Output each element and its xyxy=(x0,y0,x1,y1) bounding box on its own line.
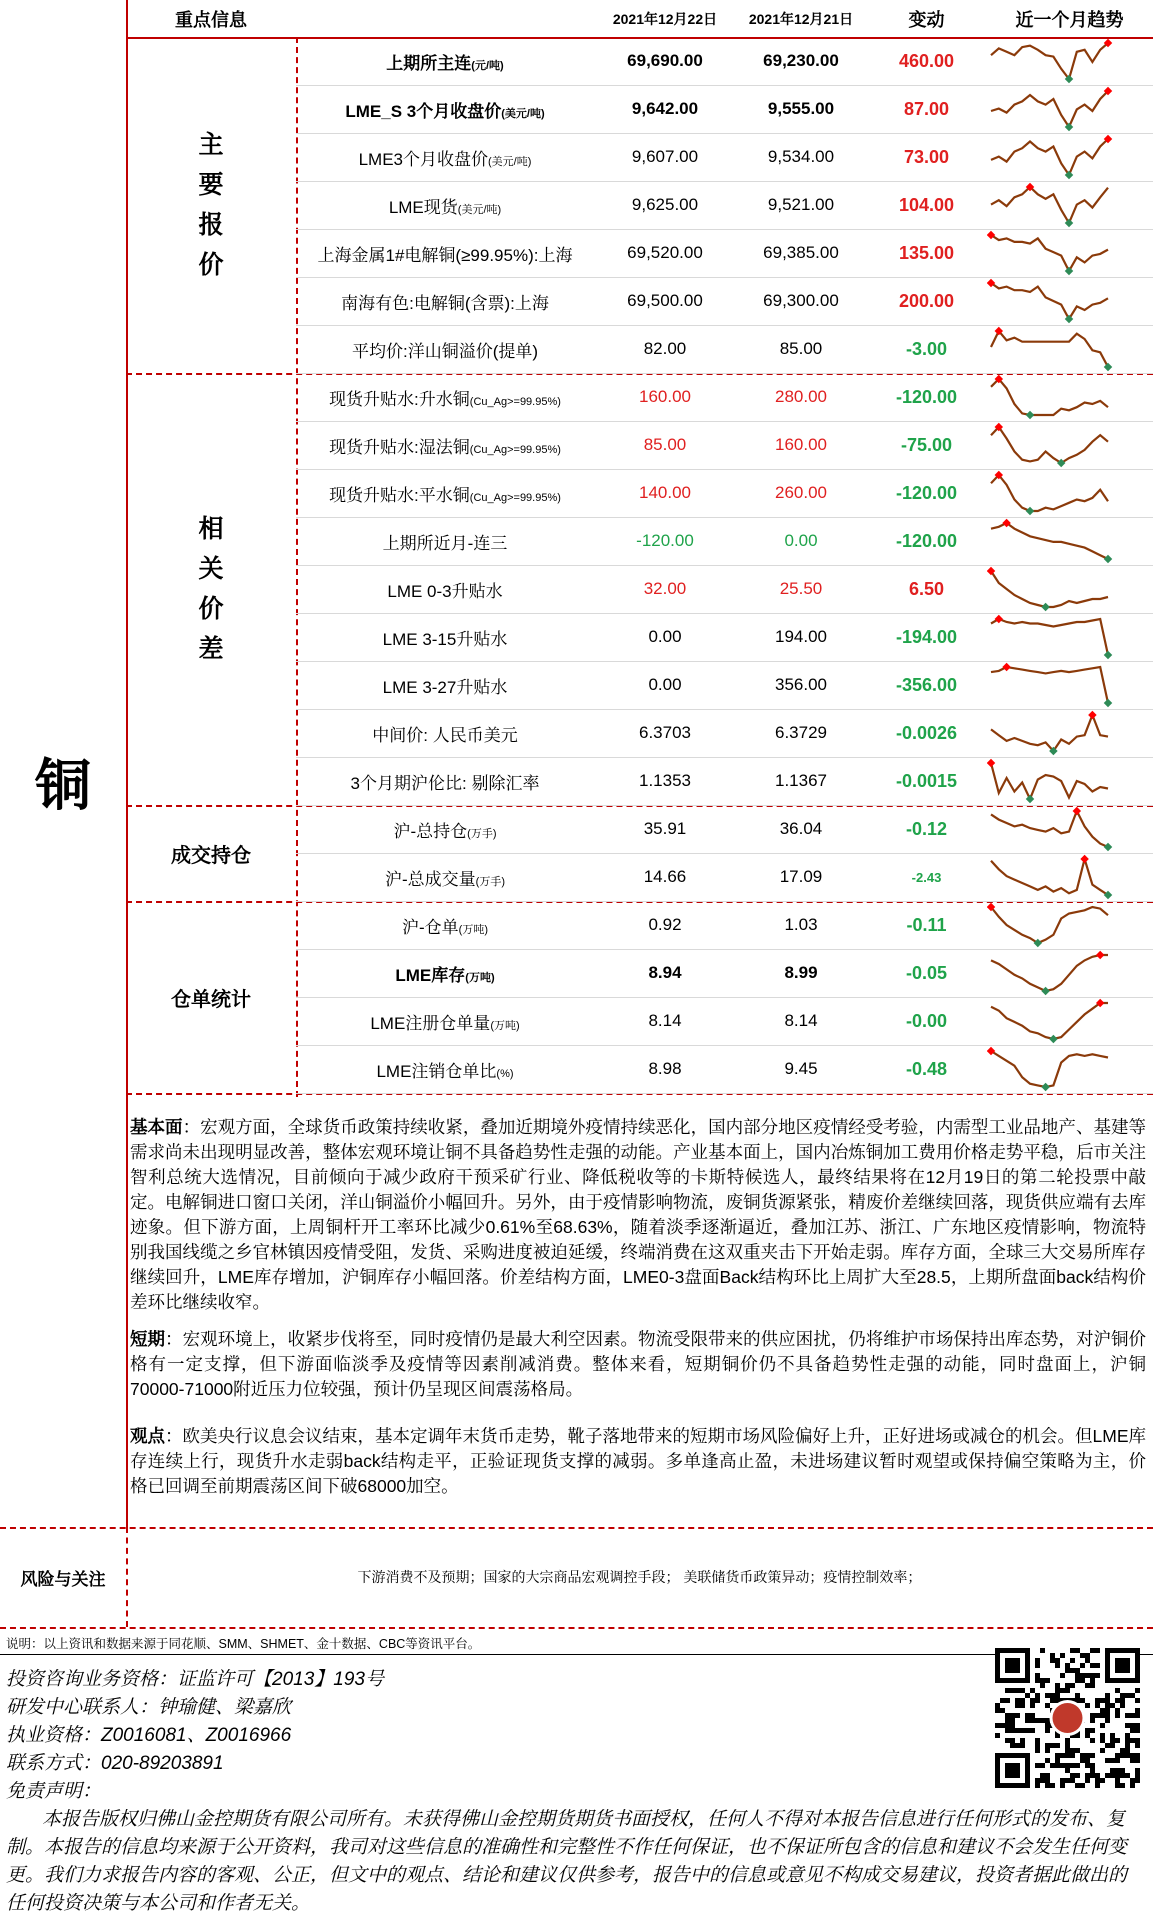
table-row xyxy=(296,949,1153,998)
row-unit: (元/吨) xyxy=(471,59,504,72)
value-current: 6.3703 xyxy=(639,723,691,742)
value-current: 160.00 xyxy=(639,387,691,406)
risk-label: 风险与关注 xyxy=(20,1569,106,1589)
group-spreads xyxy=(126,373,296,805)
table-row xyxy=(296,805,1153,854)
value-change: -3.00 xyxy=(905,338,948,359)
value-current: 9,642.00 xyxy=(631,99,699,118)
table-row xyxy=(296,517,1153,566)
value-current: 85.00 xyxy=(643,435,687,454)
row-label-text: LME注销仓单比 xyxy=(376,1061,497,1081)
trend-min-marker xyxy=(1104,555,1112,563)
trend-max-marker xyxy=(987,759,995,767)
value-change: -2.43 xyxy=(911,869,942,885)
trend-line xyxy=(991,1051,1108,1087)
value-previous: 160.00 xyxy=(775,435,827,454)
trend-line xyxy=(991,1003,1108,1039)
row-label xyxy=(296,673,594,698)
row-label-text: 沪-总成交量 xyxy=(385,869,476,889)
logo-icon xyxy=(1053,1703,1083,1733)
trend-max-marker xyxy=(1002,663,1010,671)
row-label xyxy=(296,337,594,362)
group-char: 主 xyxy=(198,131,224,159)
value-previous: 0.00 xyxy=(784,531,818,550)
trend-sparkline xyxy=(987,853,1152,901)
row-label xyxy=(296,289,594,314)
disclaimer-title: 免责声明： xyxy=(6,1781,102,1802)
value-current: 35.91 xyxy=(643,819,687,838)
trend-line xyxy=(991,91,1108,127)
value-previous: 69,300.00 xyxy=(763,291,839,310)
trend-sparkline xyxy=(987,613,1152,661)
value-previous: 1.03 xyxy=(784,915,818,934)
row-label xyxy=(296,145,594,170)
value-previous: 85.00 xyxy=(779,339,823,358)
risk-text: 下游消费不及预期；国家的大宗商品宏观调控手段； 美联储货币政策异动；疫情控制效率； xyxy=(357,1569,922,1585)
trend-max-marker xyxy=(1073,807,1081,815)
license-line: 投资咨询业务资格：证监许可【2013】193号 xyxy=(6,1669,384,1690)
value-change: 87.00 xyxy=(903,98,950,119)
trend-min-marker xyxy=(1026,507,1034,515)
row-label xyxy=(296,865,594,890)
row-label-text: LME 3-27升贴水 xyxy=(382,677,508,697)
table-row xyxy=(296,853,1153,902)
row-label xyxy=(296,577,594,602)
row-label xyxy=(296,481,594,506)
row-label-text: LME3个月收盘价 xyxy=(358,149,489,169)
value-current: 82.00 xyxy=(643,339,687,358)
trend-sparkline xyxy=(987,325,1152,373)
value-change: 6.50 xyxy=(908,578,945,599)
row-unit: (万吨) xyxy=(465,971,495,984)
row-label-text: 上期所近月-连三 xyxy=(382,533,508,553)
qualification-line: 执业资格：Z0016081、Z0016966 xyxy=(6,1725,292,1746)
view-analysis xyxy=(130,1424,1146,1499)
trend-min-marker xyxy=(1104,363,1112,371)
trend-max-marker xyxy=(1096,951,1104,959)
value-previous: 356.00 xyxy=(775,675,827,694)
value-previous: 25.50 xyxy=(779,579,823,598)
row-label-text: 沪-仓单 xyxy=(402,917,459,937)
trend-line xyxy=(991,523,1108,559)
row-label-text: 现货升贴水:湿法铜 xyxy=(329,437,470,457)
trend-line xyxy=(991,43,1108,79)
value-change: -0.00 xyxy=(905,1010,948,1031)
trend-min-marker xyxy=(1049,1035,1057,1043)
value-current: 69,500.00 xyxy=(627,291,703,310)
table-row xyxy=(296,421,1153,470)
row-label-text: 中间价: 人民币美元 xyxy=(372,725,518,745)
value-current: 0.00 xyxy=(648,675,682,694)
trend-sparkline xyxy=(987,37,1152,85)
trend-line xyxy=(991,475,1108,511)
row-label-text: LME_S 3个月收盘价 xyxy=(345,101,502,121)
trend-max-marker xyxy=(1080,855,1088,863)
trend-sparkline xyxy=(987,901,1152,949)
value-previous: 9,555.00 xyxy=(767,99,835,118)
contact-person-line: 研发中心联系人：钟瑜健、梁嘉欣 xyxy=(6,1697,292,1718)
value-previous: 69,385.00 xyxy=(763,243,839,262)
value-change: -0.12 xyxy=(905,818,948,839)
trend-sparkline xyxy=(987,517,1152,565)
group-char: 价 xyxy=(198,595,224,623)
trend-line xyxy=(991,187,1108,223)
group-main-quotes xyxy=(126,37,296,373)
row-label-text: 现货升贴水:平水铜 xyxy=(329,485,470,505)
row-unit: (Cu_Ag>=99.95%) xyxy=(469,443,561,456)
trend-line xyxy=(991,955,1108,991)
value-change: 135.00 xyxy=(898,242,955,263)
basic-title: 基本面 xyxy=(130,1117,183,1137)
value-current: 69,520.00 xyxy=(627,243,703,262)
trend-sparkline xyxy=(987,85,1152,133)
short-title: 短期 xyxy=(130,1329,166,1349)
row-label xyxy=(296,97,594,122)
trend-line xyxy=(991,907,1108,943)
row-label xyxy=(296,721,594,746)
value-change: -194.00 xyxy=(895,626,958,647)
value-previous: 69,230.00 xyxy=(763,51,839,70)
trend-line xyxy=(991,571,1108,607)
value-change: 104.00 xyxy=(898,194,955,215)
trend-sparkline xyxy=(987,469,1152,517)
row-unit: (万手) xyxy=(475,875,505,888)
table-row xyxy=(296,1045,1153,1094)
value-change: -0.11 xyxy=(906,914,947,935)
row-label-text: LME注册仓单量 xyxy=(370,1013,491,1033)
table-row xyxy=(296,901,1153,950)
value-previous: 194.00 xyxy=(775,627,827,646)
trend-sparkline xyxy=(987,661,1152,709)
table-row xyxy=(296,613,1153,662)
trend-line xyxy=(991,235,1108,271)
row-label xyxy=(296,913,594,938)
trend-line xyxy=(991,379,1108,415)
row-label xyxy=(296,1009,594,1034)
row-unit: (%) xyxy=(496,1067,514,1080)
row-unit: (万吨) xyxy=(490,1019,520,1032)
row-label-text: LME现货 xyxy=(388,197,458,217)
row-unit: (Cu_Ag>=99.95%) xyxy=(469,491,561,504)
value-change: -356.00 xyxy=(895,674,958,695)
group-char: 报 xyxy=(198,211,224,239)
basic-analysis xyxy=(130,1115,1146,1315)
row-label-text: 现货升贴水:升水铜 xyxy=(329,389,470,409)
value-previous: 1.1367 xyxy=(775,771,827,790)
value-previous: 17.09 xyxy=(779,867,823,886)
trend-sparkline xyxy=(987,181,1152,229)
value-previous: 9.45 xyxy=(784,1059,818,1078)
group-volume-oi: 成交持仓 xyxy=(171,844,251,867)
group-warrants: 仓单统计 xyxy=(171,988,251,1011)
note-divider xyxy=(0,1654,1153,1655)
row-label-text: 南海有色:电解铜(含票):上海 xyxy=(341,293,549,313)
trend-max-marker xyxy=(1088,711,1096,719)
table-row xyxy=(296,85,1153,134)
row-unit: (Cu_Ag>=99.95%) xyxy=(469,395,561,408)
trend-min-marker xyxy=(1104,843,1112,851)
table-row xyxy=(296,133,1153,182)
trend-sparkline xyxy=(987,565,1152,613)
trend-line xyxy=(991,811,1108,847)
value-previous: 8.99 xyxy=(784,963,818,982)
row-label-text: 沪-总持仓 xyxy=(393,821,468,841)
value-change: -120.00 xyxy=(895,530,958,551)
trend-min-marker xyxy=(1041,987,1049,995)
value-change: 460.00 xyxy=(898,50,955,71)
row-unit: (万吨) xyxy=(458,923,488,936)
value-previous: 36.04 xyxy=(779,819,823,838)
group-char: 相 xyxy=(198,515,224,543)
row-label xyxy=(296,625,594,650)
header-item: 重点信息 xyxy=(175,9,247,30)
row-label-text: 平均价:洋山铜溢价(提单) xyxy=(351,341,539,361)
trend-min-marker xyxy=(1026,411,1034,419)
value-current: -120.00 xyxy=(636,531,694,550)
view-text: ：欧美央行议息会议结束，基本定调年末货币走势，靴子落地带来的短期市场风险偏好上升，正好进场或减仓的机会。但LME库存连续上行，现货升水走弱back结构走平，正验证现货支撑的减弱。多单逢高止盈，未进场建议暂时观望或保持偏空策略为主，价格已回调至前期震荡区间下破68000加空。 xyxy=(130,1426,1147,1496)
row-label-text: LME 3-15升贴水 xyxy=(382,629,508,649)
value-change: -0.0015 xyxy=(895,770,958,791)
value-previous: 260.00 xyxy=(775,483,827,502)
contact-info xyxy=(6,1666,1006,1806)
row-label xyxy=(296,433,594,458)
trend-sparkline xyxy=(987,805,1152,853)
value-current: 8.94 xyxy=(648,963,682,982)
row-label xyxy=(296,529,594,554)
table-row xyxy=(296,757,1153,806)
trend-min-marker xyxy=(1065,267,1073,275)
group-char: 关 xyxy=(198,555,224,583)
row-label-text: LME库存 xyxy=(395,965,466,985)
row-label-text: 上期所主连 xyxy=(386,53,472,73)
trend-line xyxy=(991,619,1108,655)
row-label xyxy=(296,961,594,986)
trend-line xyxy=(991,427,1108,463)
trend-min-marker xyxy=(1104,699,1112,707)
group-char: 差 xyxy=(198,635,224,663)
qr-code xyxy=(995,1648,1140,1788)
value-change: -120.00 xyxy=(895,482,958,503)
value-previous: 8.14 xyxy=(784,1011,818,1030)
trend-line xyxy=(991,283,1108,319)
value-previous: 6.3729 xyxy=(775,723,827,742)
value-change: -0.48 xyxy=(905,1058,948,1079)
trend-sparkline xyxy=(987,709,1152,757)
header-trend: 近一个月趋势 xyxy=(1015,9,1124,30)
row-unit: (美元/吨) xyxy=(457,203,502,216)
trend-line xyxy=(991,139,1108,175)
row-label xyxy=(296,769,594,794)
row-label-text: 3个月期沪伦比: 剔除汇率 xyxy=(350,773,540,793)
value-previous: 9,534.00 xyxy=(767,147,835,166)
table-header xyxy=(126,0,1153,39)
value-current: 0.92 xyxy=(648,915,682,934)
value-current: 32.00 xyxy=(643,579,687,598)
trend-min-marker xyxy=(1041,603,1049,611)
header-change: 变动 xyxy=(908,9,945,30)
value-change: 200.00 xyxy=(898,290,955,311)
commodity-label: 铜 xyxy=(35,754,91,817)
value-current: 9,607.00 xyxy=(631,147,699,166)
row-label xyxy=(296,241,594,266)
trend-sparkline xyxy=(987,421,1152,469)
header-date1: 2021年12月22日 xyxy=(612,10,718,27)
table-row xyxy=(296,565,1153,614)
disclaimer-body: 本报告版权归佛山金控期货有限公司所有。未获得佛山金控期货期货书面授权，任何人不得对本报告信息进行任何形式的发布、复制。本报告的信息均来源于公开资料，我司对这些信息的准确性和完整性不作任何保证，也不保证所包含的信息和建议不会发生任何变更。我们力求报告内容的客观、公正，但文中的观点、结论和建议仅供参考，报告中的信息或意见不构成交易建议，投资者据此做出的任何投资决策与本公司和作者无关。 xyxy=(6,1809,1128,1914)
trend-line xyxy=(991,331,1108,367)
row-unit: (美元/吨) xyxy=(501,107,545,120)
value-current: 69,690.00 xyxy=(627,51,703,70)
risk-separator-bottom xyxy=(0,1627,1153,1629)
value-change: -75.00 xyxy=(900,434,953,455)
trend-sparkline xyxy=(987,229,1152,277)
table-row xyxy=(296,325,1153,374)
disclaimer-text xyxy=(6,1806,1141,1918)
row-label xyxy=(296,49,594,74)
table-row xyxy=(296,469,1153,518)
row-label xyxy=(296,1057,594,1082)
value-change: -0.05 xyxy=(905,962,948,983)
group-char: 价 xyxy=(198,251,224,279)
row-label xyxy=(296,385,594,410)
row-unit: (万手) xyxy=(467,827,497,840)
trend-sparkline xyxy=(987,277,1152,325)
row-unit: (美元/吨) xyxy=(488,155,532,168)
table-row xyxy=(296,997,1153,1046)
row-label-text: 上海金属1#电解铜(≥99.95%):上海 xyxy=(317,245,573,265)
header-date2: 2021年12月21日 xyxy=(748,10,854,27)
trend-sparkline xyxy=(987,949,1152,997)
table-row xyxy=(296,229,1153,278)
value-current: 8.14 xyxy=(648,1011,682,1030)
table-row xyxy=(296,277,1153,326)
short-analysis xyxy=(130,1327,1146,1402)
table-row xyxy=(296,709,1153,758)
trend-sparkline xyxy=(987,373,1152,421)
value-change: -120.00 xyxy=(895,386,958,407)
table-row xyxy=(296,181,1153,230)
value-previous: 9,521.00 xyxy=(767,195,835,214)
value-current: 0.00 xyxy=(648,627,682,646)
trend-sparkline xyxy=(987,1045,1152,1093)
row-label xyxy=(296,193,594,218)
basic-text: ：宏观方面，全球货币政策持续收紧，叠加近期境外疫情持续恶化，国内部分地区疫情经受考验，内需型工业品地产、基建等需求尚未出现明显改善，整体宏观环境让铜不具备趋势性走强的动能。产业基本面上，国内冶炼铜加工费用价格走势平稳，后市关注智利总统大选情况，目前倾向于减少政府干预采矿行业、降低税收等的卡斯特候选人，最终结果将在12月19日的第二轮投票中敲定。电解铜进口窗口关闭，洋山铜溢价小幅回升。另外，由于疫情影响物流，废铜货源紧张，精废价差继续回落，现货供应端有去库迹象。但下游方面，上周铜杆开工率环比减少0.61%至68.63%，随着淡季逐渐逼近，叠加江苏、浙江、广东地区疫情影响，物流特别我国线缆之乡官林镇因疫情受阻，发货、采购进度被迫延缓，终端消费在这双重夹击下开始走弱。库存方面，全球三大交易所库存继续回升，LME库存增加，沪铜库存小幅回落。价差结构方面，LME0-3盘面Back结构环比上周扩大至28.5，上期所盘面back结构价差环比继续收窄。 xyxy=(130,1117,1147,1312)
short-text: ：宏观环境上，收紧步伐将至，同时疫情仍是最大利空因素。物流受限带来的供应困扰，仍将维护市场保持出库态势，对沪铜价格有一定支撑，但下游面临淡季及疫情等因素削减消费。整体来看，短期铜价仍不具备趋势性走强的动能，同时盘面上，沪铜70000-71000附近压力位较强，预计仍呈现区间震荡格局。 xyxy=(130,1329,1147,1399)
value-change: 73.00 xyxy=(903,146,950,167)
view-title: 观点 xyxy=(130,1426,166,1446)
trend-min-marker xyxy=(1041,1083,1049,1091)
trend-line xyxy=(991,763,1108,799)
trend-min-marker xyxy=(1104,651,1112,659)
value-current: 9,625.00 xyxy=(631,195,699,214)
value-current: 8.98 xyxy=(648,1059,682,1078)
group-char: 要 xyxy=(198,171,224,199)
trend-line xyxy=(991,715,1108,751)
trend-sparkline xyxy=(987,133,1152,181)
trend-sparkline xyxy=(987,757,1152,805)
source-note: 说明：以上资讯和数据来源于同花顺、SMM、SHMET、金十数据、CBC等资讯平台。 xyxy=(6,1637,481,1651)
value-current: 14.66 xyxy=(643,867,687,886)
row-label-text: LME 0-3升贴水 xyxy=(387,581,503,601)
trend-line xyxy=(991,667,1108,703)
phone-line: 联系方式：020-89203891 xyxy=(6,1753,224,1774)
trend-sparkline xyxy=(987,997,1152,1045)
value-change: -0.0026 xyxy=(895,722,958,743)
value-current: 1.1353 xyxy=(639,771,691,790)
table-row xyxy=(296,37,1153,86)
row-label xyxy=(296,817,594,842)
table-row xyxy=(296,373,1153,422)
trend-line xyxy=(991,859,1108,895)
table-row xyxy=(296,661,1153,710)
trend-min-marker xyxy=(1026,795,1034,803)
value-current: 140.00 xyxy=(639,483,691,502)
value-previous: 280.00 xyxy=(775,387,827,406)
